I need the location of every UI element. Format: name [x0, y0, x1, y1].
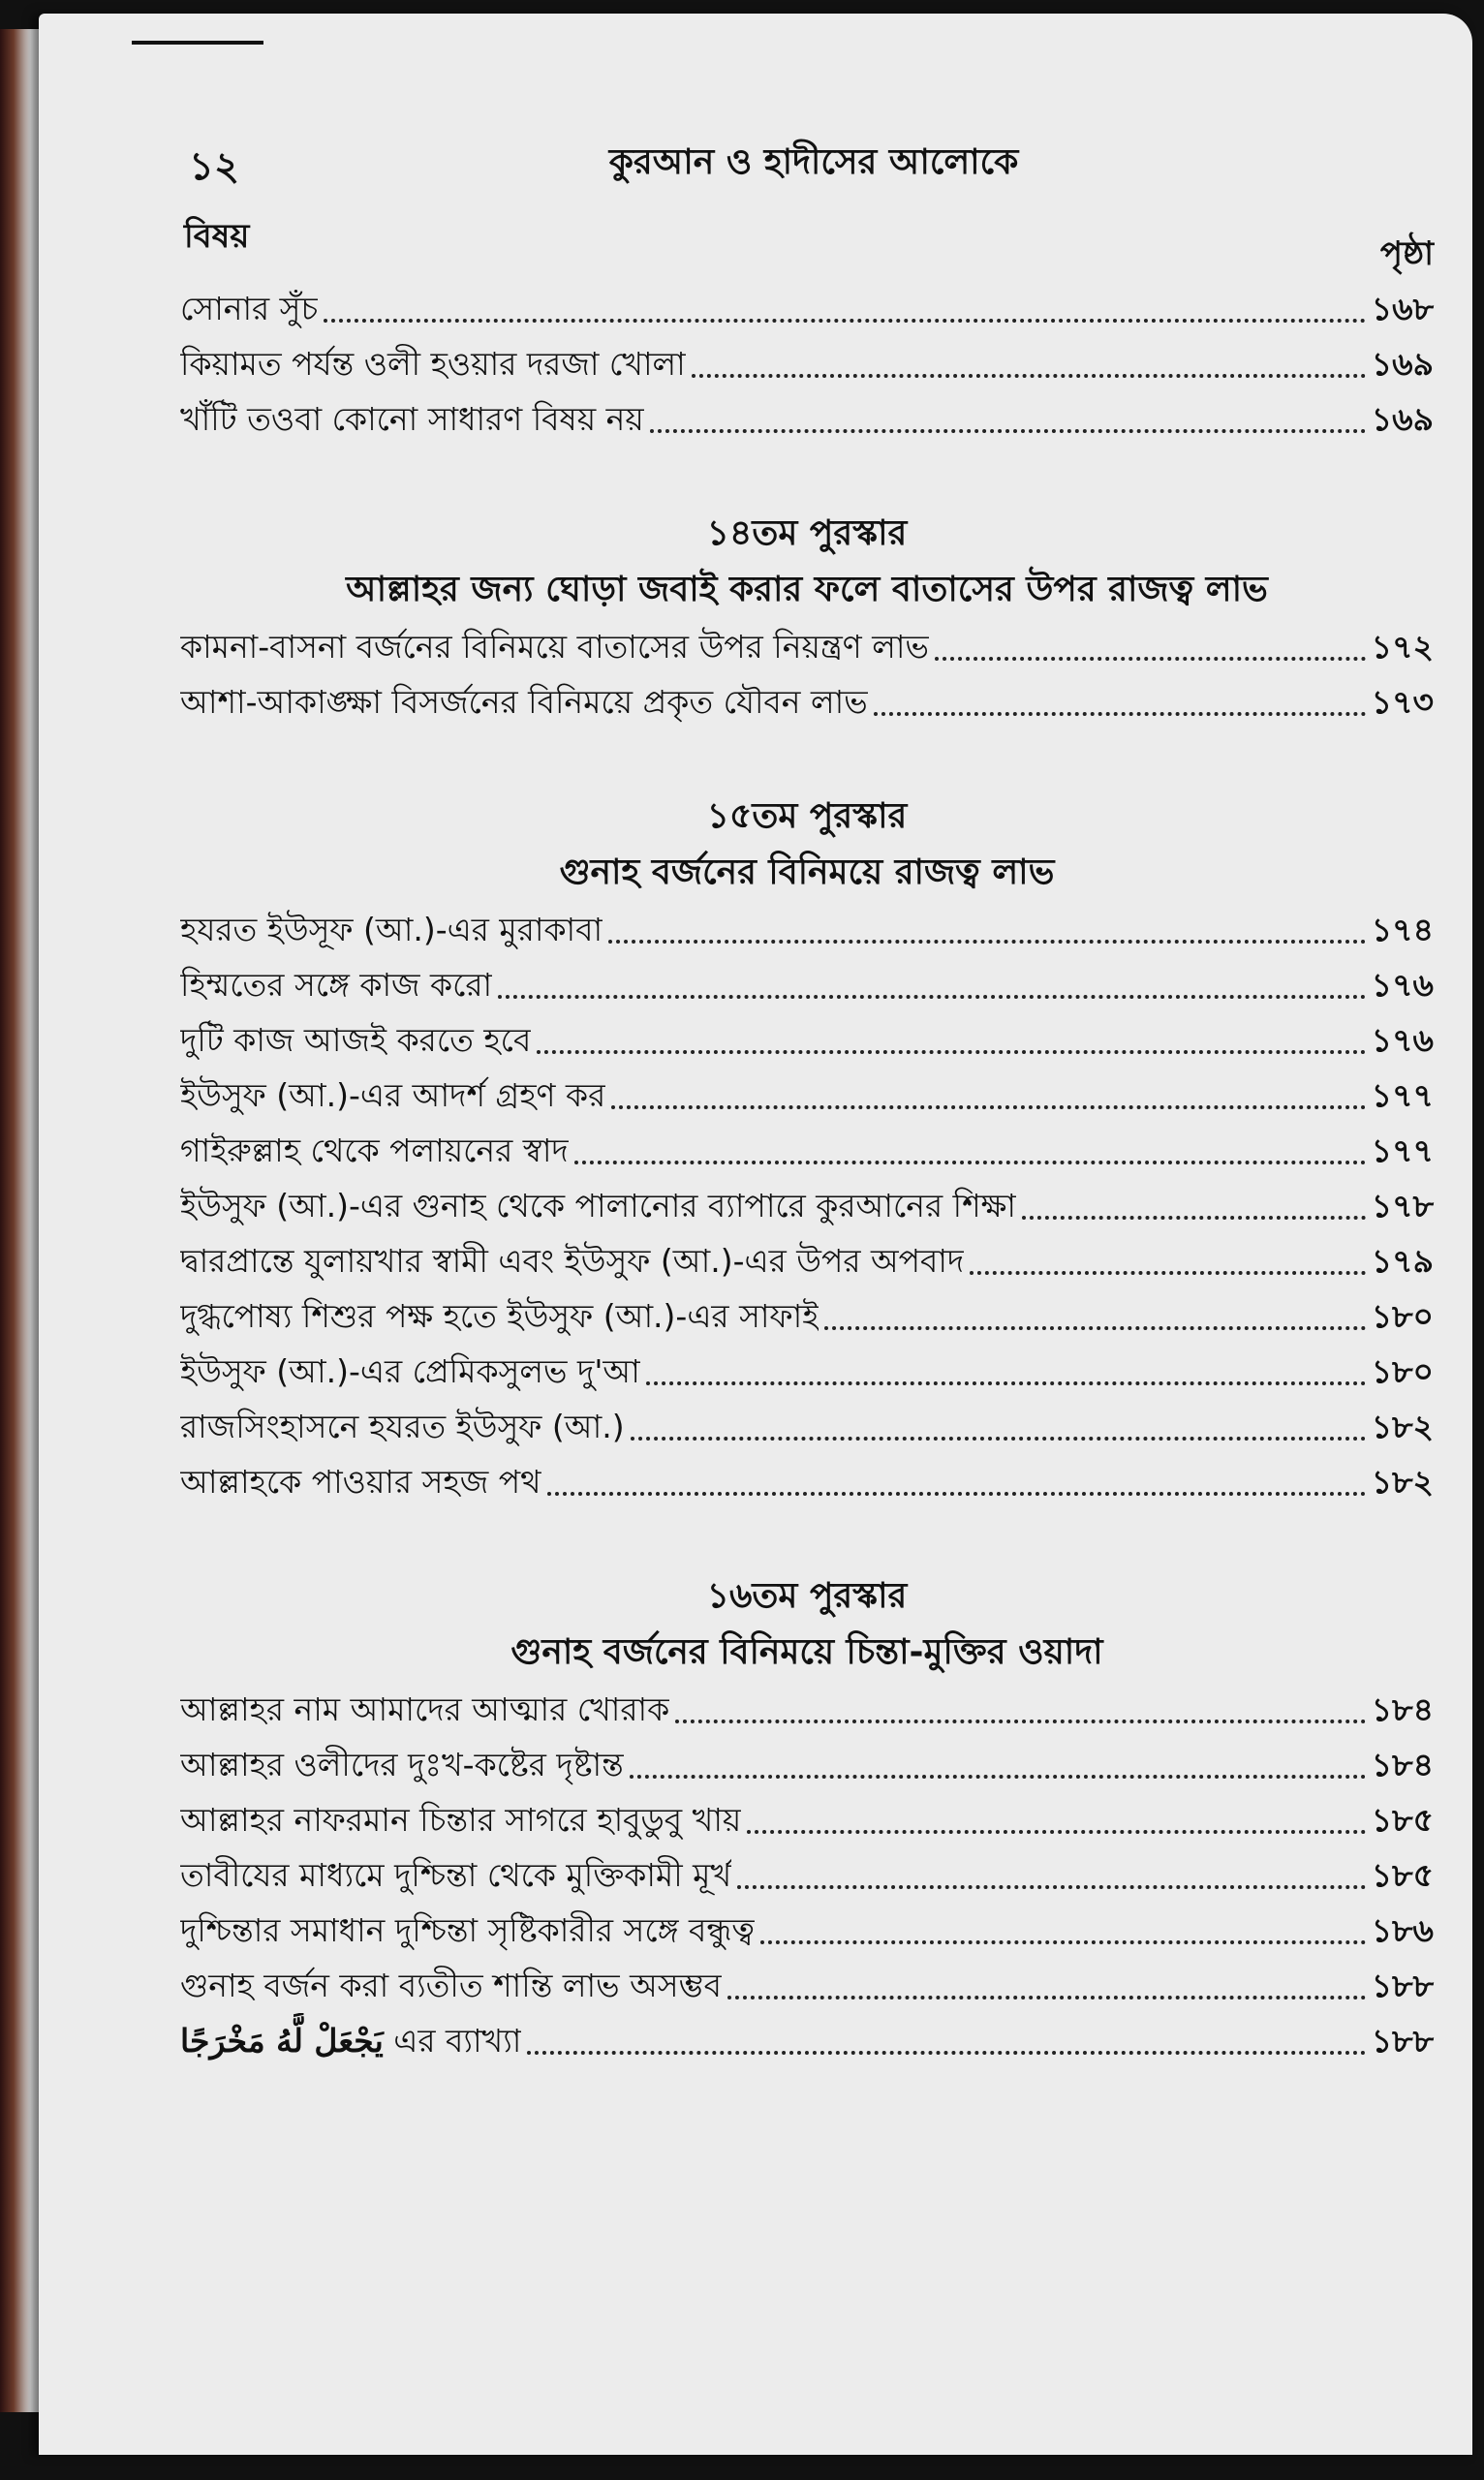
entry-title: হযরত ইউসূফ (আ.)-এর মুরাকাবা	[180, 911, 603, 948]
entry-title-suffix: এর ব্যাখ্যা	[393, 2022, 522, 2060]
entry-page: ১৮৫	[1371, 1856, 1434, 1894]
dot-leader	[527, 2051, 1365, 2055]
entry-title: দ্বারপ্রান্তে যুলায়খার স্বামী এবং ইউসুফ (আ.)-এর উপর অপবাদ	[180, 1242, 965, 1280]
entry-title: দুগ্ধপোষ্য শিশুর পক্ষ হতে ইউসুফ (আ.)-এর সাফাই	[180, 1297, 819, 1335]
entry-page: ১৮৮	[1371, 2022, 1434, 2060]
dot-leader	[537, 1050, 1365, 1054]
toc-entry	[180, 1233, 1434, 1288]
entry-page: ১৭৬	[1371, 1021, 1434, 1059]
dot-leader	[631, 1437, 1366, 1441]
entry-page: ১৮২	[1371, 1408, 1434, 1445]
toc-entry	[180, 902, 1434, 957]
toc-entry	[180, 1344, 1434, 1399]
entry-title: সোনার সুঁচ	[180, 290, 319, 327]
entry-title: হিম্মতের সঙ্গে কাজ করো	[180, 966, 493, 1004]
entry-title: খাঁটি তওবা কোনো সাধারণ বিষয় নয়	[180, 400, 644, 438]
toc-entry	[180, 1012, 1434, 1068]
toc-entry	[180, 1682, 1434, 1737]
toc-entry	[180, 1903, 1434, 1958]
entry-page: ১৮৬	[1371, 1911, 1434, 1949]
toc-entry	[180, 1454, 1434, 1509]
entry-page: ১৮৫	[1371, 1801, 1434, 1839]
toc-section	[180, 1569, 1434, 2068]
dot-leader	[324, 319, 1365, 323]
entry-page: ১৭৭	[1371, 1132, 1434, 1169]
dot-leader	[547, 1492, 1366, 1496]
entry-page: ১৬৯	[1371, 400, 1434, 438]
topic-column-heading: বিষয়	[184, 217, 250, 256]
section-title: ১৪তম পুরস্কার	[706, 513, 908, 553]
entry-page: ১৮৪	[1371, 1690, 1434, 1728]
dot-leader	[611, 1105, 1365, 1109]
dot-leader	[608, 940, 1366, 944]
entry-page: ১৭৭	[1371, 1076, 1434, 1114]
dot-leader	[727, 1996, 1366, 2000]
dot-leader	[498, 995, 1366, 999]
dot-leader	[646, 1381, 1366, 1385]
running-title: কুরআন ও হাদীসের আলোকে	[608, 142, 1019, 182]
toc-entry	[180, 957, 1434, 1012]
entry-page: ১৮০	[1371, 1352, 1434, 1390]
toc-entry	[180, 1399, 1434, 1454]
entry-page: ১৭৬	[1371, 966, 1434, 1004]
dot-leader	[970, 1271, 1365, 1275]
entry-title	[180, 2013, 521, 2068]
entry-page: ১৬৯	[1371, 345, 1434, 383]
entry-page: ১৮২	[1371, 1463, 1434, 1501]
toc-entry	[180, 619, 1434, 674]
entry-title: তাবীযের মাধ্যমে দুশ্চিন্তা থেকে মুক্তিকামী মূর্খ	[180, 1856, 732, 1894]
toc-entry	[180, 1847, 1434, 1903]
toc-entry	[180, 1737, 1434, 1792]
toc-entry	[180, 1178, 1434, 1233]
section-subtitle: গুনাহ বর্জনের বিনিময়ে চিন্তা-মুক্তির ওয়াদা	[510, 1632, 1103, 1672]
entry-page: ১৮৪	[1371, 1746, 1434, 1783]
dot-leader	[874, 712, 1366, 716]
dot-leader	[737, 1885, 1366, 1889]
toc-entry	[180, 1958, 1434, 2013]
dot-leader	[650, 429, 1366, 433]
dot-leader	[824, 1326, 1365, 1330]
entry-title: কিয়ামত পর্যন্ত ওলী হওয়ার দরজা খোলা	[180, 345, 686, 383]
toc-section	[180, 507, 1434, 729]
entry-title: গাইরুল্লাহ থেকে পলায়নের স্বাদ	[180, 1132, 569, 1169]
entry-title: কামনা-বাসনা বর্জনের বিনিময়ে বাতাসের উপর নিয়ন্ত্রণ লাভ	[180, 628, 929, 666]
page-header	[189, 136, 1438, 194]
toc-entry	[180, 2013, 1434, 2068]
toc-entry	[180, 1792, 1434, 1847]
section-subtitle: আল্লাহর জন্য ঘোড়া জবাই করার ফলে বাতাসের উপর রাজত্ব লাভ	[346, 570, 1268, 609]
entry-title: আল্লাহর ওলীদের দুঃখ-কষ্টের দৃষ্টান্ত	[180, 1746, 624, 1783]
section-subtitle: গুনাহ বর্জনের বিনিময়ে রাজত্ব লাভ	[559, 852, 1055, 892]
entry-title: দুশ্চিন্তার সমাধান দুশ্চিন্তা সৃষ্টিকারীর সঙ্গে বন্ধুত্ব	[180, 1911, 755, 1949]
entry-title: দুটি কাজ আজই করতে হবে	[180, 1021, 532, 1059]
toc-entry	[180, 281, 1434, 336]
section-title: ১৬তম পুরস্কার	[706, 1576, 908, 1616]
section-title: ১৫তম পুরস্কার	[706, 796, 908, 836]
entry-page: ১৭৮	[1371, 1187, 1434, 1224]
table-of-contents	[180, 281, 1434, 2068]
entry-page: ১৬৮	[1371, 290, 1434, 327]
entry-page: ১৭৩	[1371, 683, 1434, 721]
page-column-heading: পৃষ্ঠা	[1379, 234, 1434, 273]
toc-entry	[180, 1068, 1434, 1123]
dot-leader	[747, 1830, 1365, 1834]
page-number: ১২	[189, 144, 239, 189]
dot-leader	[630, 1775, 1366, 1779]
entry-page: ১৭৪	[1371, 911, 1434, 948]
column-headings	[184, 211, 1434, 273]
dot-leader	[675, 1720, 1366, 1723]
entry-page: ১৮৮	[1371, 1967, 1434, 2004]
entry-page: ১৭২	[1371, 628, 1434, 666]
toc-entry	[180, 674, 1434, 729]
entry-title: রাজসিংহাসনে হযরত ইউসুফ (আ.)	[180, 1408, 625, 1445]
dot-leader	[574, 1161, 1366, 1164]
toc-entry	[180, 1123, 1434, 1178]
entry-title: ইউসুফ (আ.)-এর গুনাহ থেকে পালানোর ব্যাপারে কুরআনের শিক্ষা	[180, 1187, 1016, 1224]
arabic-phrase: يَجْعَلْ لَّهُ مَخْرَجًا	[180, 2022, 384, 2060]
toc-entry	[180, 336, 1434, 391]
entry-page: ১৭৯	[1371, 1242, 1434, 1280]
entry-title: গুনাহ বর্জন করা ব্যতীত শান্তি লাভ অসম্ভব	[180, 1967, 722, 2004]
entry-title: আশা-আকাঙ্ক্ষা বিসর্জনের বিনিময়ে প্রকৃত যৌবন লাভ	[180, 683, 868, 721]
entry-title: ইউসুফ (আ.)-এর আদর্শ গ্রহণ কর	[180, 1076, 606, 1114]
entry-title: আল্লাহকে পাওয়ার সহজ পথ	[180, 1463, 541, 1501]
toc-entry	[180, 391, 1434, 447]
entry-title: আল্লাহর নাম আমাদের আত্মার খোরাক	[180, 1690, 670, 1728]
dot-leader	[1022, 1216, 1366, 1220]
dot-leader	[692, 374, 1366, 378]
dot-leader	[760, 1940, 1366, 1944]
entry-page: ১৮০	[1371, 1297, 1434, 1335]
dot-leader	[935, 657, 1366, 661]
top-rule	[132, 41, 263, 45]
toc-entry	[180, 1288, 1434, 1344]
entry-title: ইউসুফ (আ.)-এর প্রেমিকসুলভ দু'আ	[180, 1352, 640, 1390]
toc-section	[180, 790, 1434, 1509]
entry-title: আল্লাহর নাফরমান চিন্তার সাগরে হাবুডুবু খায়	[180, 1801, 742, 1839]
